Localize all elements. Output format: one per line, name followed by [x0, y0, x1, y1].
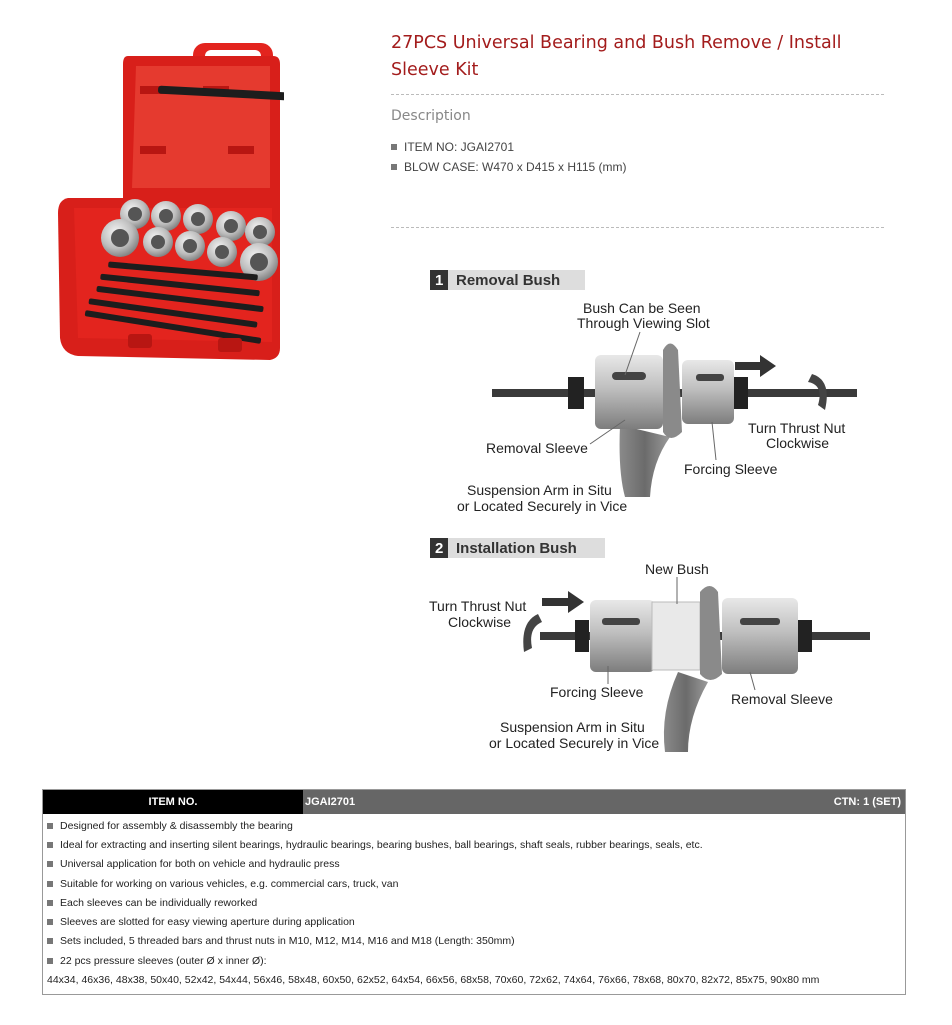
section2-label-new-bush: New Bush — [645, 561, 709, 577]
bullet-square-icon — [47, 919, 53, 925]
section2-label-removal-sleeve: Removal Sleeve — [731, 691, 833, 707]
feature-text: Suitable for working on various vehicles, e.g. commercial cars, truck, van — [60, 877, 399, 890]
feature-text: Designed for assembly & disassembly the bearing — [60, 819, 293, 832]
bullet-square-icon — [47, 842, 53, 848]
section1-label-forcing-sleeve: Forcing Sleeve — [684, 461, 778, 477]
section2-label-turn-2: Clockwise — [448, 614, 512, 630]
spec-item — [391, 157, 627, 177]
product-title: 27PCS Universal Bearing and Bush Remove / Install Sleeve Kit — [391, 33, 842, 80]
list-item — [43, 912, 905, 931]
section1-number: 1 — [435, 272, 444, 289]
list-item — [43, 816, 905, 835]
list-item — [43, 855, 905, 874]
feature-text: Sets included, 5 threaded bars and thrust nuts in M10, M12, M14, M16 and M18 (Length: 350mm) — [60, 935, 515, 948]
bullet-square-icon — [47, 823, 53, 829]
item-no-value-cell — [303, 790, 905, 814]
item-no-value: JGAI2701 — [305, 796, 356, 808]
list-item — [43, 893, 905, 912]
feature-text: Each sleeves can be individually reworked — [60, 896, 258, 909]
bullet-square-icon — [391, 164, 397, 170]
section2-label-turn-1: Turn Thrust Nut — [429, 598, 527, 614]
sleeve-sizes: 44x34, 46x36, 48x38, 50x40, 52x42, 54x44, 56x46, 58x48, 60x50, 62x52, 64x54, 66x56, 68x58, 70x60, 72x62, 74x64, 76x66, 78x68, 80x70, 82x72, 85x75, 90x80 mm — [47, 974, 820, 987]
bullet-square-icon — [47, 881, 53, 887]
list-item — [43, 932, 905, 951]
bullet-square-icon — [391, 144, 397, 150]
product-info-table — [42, 789, 906, 995]
feature-text: Universal application for both on vehicle and hydraulic press — [60, 858, 340, 871]
section1-label-removal-sleeve: Removal Sleeve — [486, 440, 588, 456]
section1-label-slot-2: Through Viewing Slot — [577, 315, 710, 331]
list-item — [43, 951, 905, 970]
spec-item-text: ITEM NO: JGAI2701 — [404, 140, 515, 154]
section1-label-arm-1: Suspension Arm in Situ — [467, 482, 612, 498]
table-header-row — [43, 790, 905, 814]
usage-diagram — [420, 262, 900, 762]
item-no-label: ITEM NO. — [43, 790, 303, 814]
section1-label-arm-2: or Located Securely in Vice — [457, 498, 628, 514]
section2-label-forcing-sleeve: Forcing Sleeve — [550, 684, 644, 700]
section1-title: Removal Bush — [456, 272, 561, 289]
bullet-square-icon — [47, 938, 53, 944]
bullet-square-icon — [47, 861, 53, 867]
spec-item — [391, 137, 627, 157]
bullet-square-icon — [47, 958, 53, 964]
ctn-value: CTN: 1 (SET) — [833, 796, 901, 808]
feature-text: Sleeves are slotted for easy viewing aperture during application — [60, 916, 355, 929]
feature-list — [43, 814, 905, 970]
product-case-photo — [48, 38, 284, 368]
list-item — [43, 874, 905, 893]
spec-list — [391, 137, 627, 177]
list-item — [43, 835, 905, 854]
section2-title: Installation Bush — [456, 540, 577, 557]
bullet-square-icon — [47, 900, 53, 906]
feature-text: Ideal for extracting and inserting silent bearings, hydraulic bearings, bearing bushes, ball bearings, shaft seals, rubber bearings, seals, etc. — [60, 838, 703, 851]
section2-label-arm-2: or Located Securely in Vice — [489, 735, 660, 751]
section1-label-slot-1: Bush Can be Seen — [583, 300, 701, 316]
section2-label-arm-1: Suspension Arm in Situ — [500, 719, 645, 735]
section1-label-turn-1: Turn Thrust Nut — [748, 420, 846, 436]
feature-text: 22 pcs pressure sleeves (outer Ø x inner Ø): — [60, 954, 267, 967]
divider — [391, 94, 884, 95]
spec-item-text: BLOW CASE: W470 x D415 x H115 (mm) — [404, 160, 627, 174]
section2-number: 2 — [435, 540, 444, 557]
section1-label-turn-2: Clockwise — [766, 435, 830, 451]
description-heading: Description — [391, 108, 471, 124]
divider — [391, 227, 884, 228]
